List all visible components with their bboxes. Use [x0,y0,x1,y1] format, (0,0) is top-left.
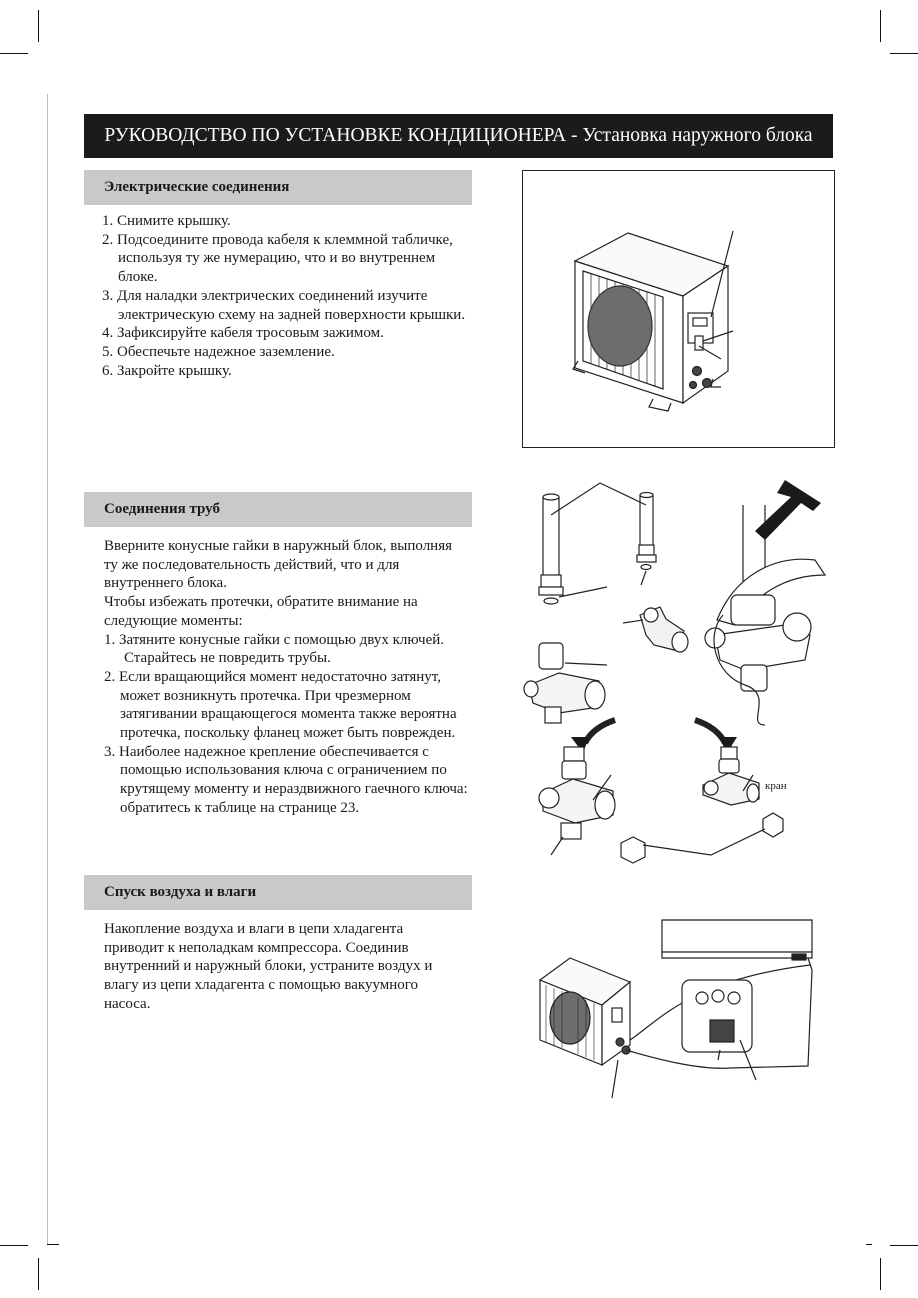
purge-text [104,920,504,1014]
crop-mark [880,10,881,42]
list-item: 3. Наиболее надежное крепление обеспечивается с [104,743,429,760]
list-item: приводит к неполадкам компрессора. Соединив [104,939,409,956]
crop-mark [38,10,39,42]
figure-pipe-connections [515,475,833,875]
list-item: может возникнуть протечка. При чрезмерном [120,687,411,704]
list-item: Накопление воздуха и влаги в цепи хладагента [104,921,404,937]
list-item: 3. Для наладки электрических соединений изучите [102,287,428,304]
margin-line [47,94,48,1244]
section-header-purge [84,875,472,910]
section-title: Спуск воздуха и влаги [104,884,257,900]
list-item: 4. Зафиксируйте кабеля тросовым зажимом. [102,325,384,342]
valve-label: кран [765,780,787,792]
figure-vacuum-pump [530,910,830,1100]
list-item: ту же последовательность действий, что и для [104,556,400,573]
crop-mark [0,1245,28,1246]
list-item: 1. Затяните конусные гайки с помощью двух ключей. [104,631,445,648]
list-item: Вверните конусные гайки в наружный блок, выполняя [104,538,453,554]
list-item: используя ту же нумерацию, что и во внутреннем [118,250,436,267]
section-header-pipes [84,492,472,527]
list-item: 2. Если вращающийся момент недостаточно затянут, [104,668,441,685]
list-item: насоса. [104,995,151,1012]
crop-mark [38,1258,39,1290]
list-item: 2. Подсоедините провода кабеля к клеммной табличке, [102,231,453,248]
electrical-steps [102,212,502,380]
list-item: 1. Снимите крышку. [102,213,231,229]
margin-line [866,1244,872,1245]
crop-mark [0,53,28,54]
list-item: протечка, поскольку фланец может быть поврежден. [120,725,456,742]
list-item: Чтобы избежать протечки, обратите внимание на [104,594,418,611]
list-item: крутящему моменту и нераздвижного гаечного ключа: [120,781,468,798]
list-item: 5. Обеспечьте надежное заземление. [102,343,335,360]
page-title: РУКОВОДСТВО ПО УСТАНОВКЕ КОНДИЦИОНЕРА - Установка наружного блока [84,114,833,158]
section-title: Соединения труб [104,501,220,517]
crop-mark [890,53,918,54]
list-item: затягивании вращающегося момента также вероятна [120,706,457,723]
figure-outdoor-unit [522,170,835,448]
vacuum-illustration [530,910,830,1100]
list-item: обратитесь к таблице на странице 23. [120,799,360,816]
crop-mark [880,1258,881,1290]
margin-line [47,1244,59,1245]
list-item: внутреннего блока. [104,575,227,592]
list-item: помощью использования ключа с ограничением по [120,762,447,779]
section-title: Электрические соединения [104,179,290,195]
pipe-illustration [515,475,833,875]
list-item: следующие моменты: [104,612,243,629]
pipes-text [104,537,504,818]
list-item: электрическую схему на задней поверхности крышки. [118,306,466,323]
outdoor-unit-illustration [523,171,834,447]
list-item: Старайтесь не повредить трубы. [124,650,331,667]
list-item: блоке. [118,269,158,286]
crop-mark [890,1245,918,1246]
section-header-electrical [84,170,472,205]
list-item: влагу из цепи хладагента с помощью вакуумного [104,977,419,994]
list-item: внутренний и наружный блоки, устраните воздух и [104,958,433,975]
list-item: 6. Закройте крышку. [102,362,232,379]
